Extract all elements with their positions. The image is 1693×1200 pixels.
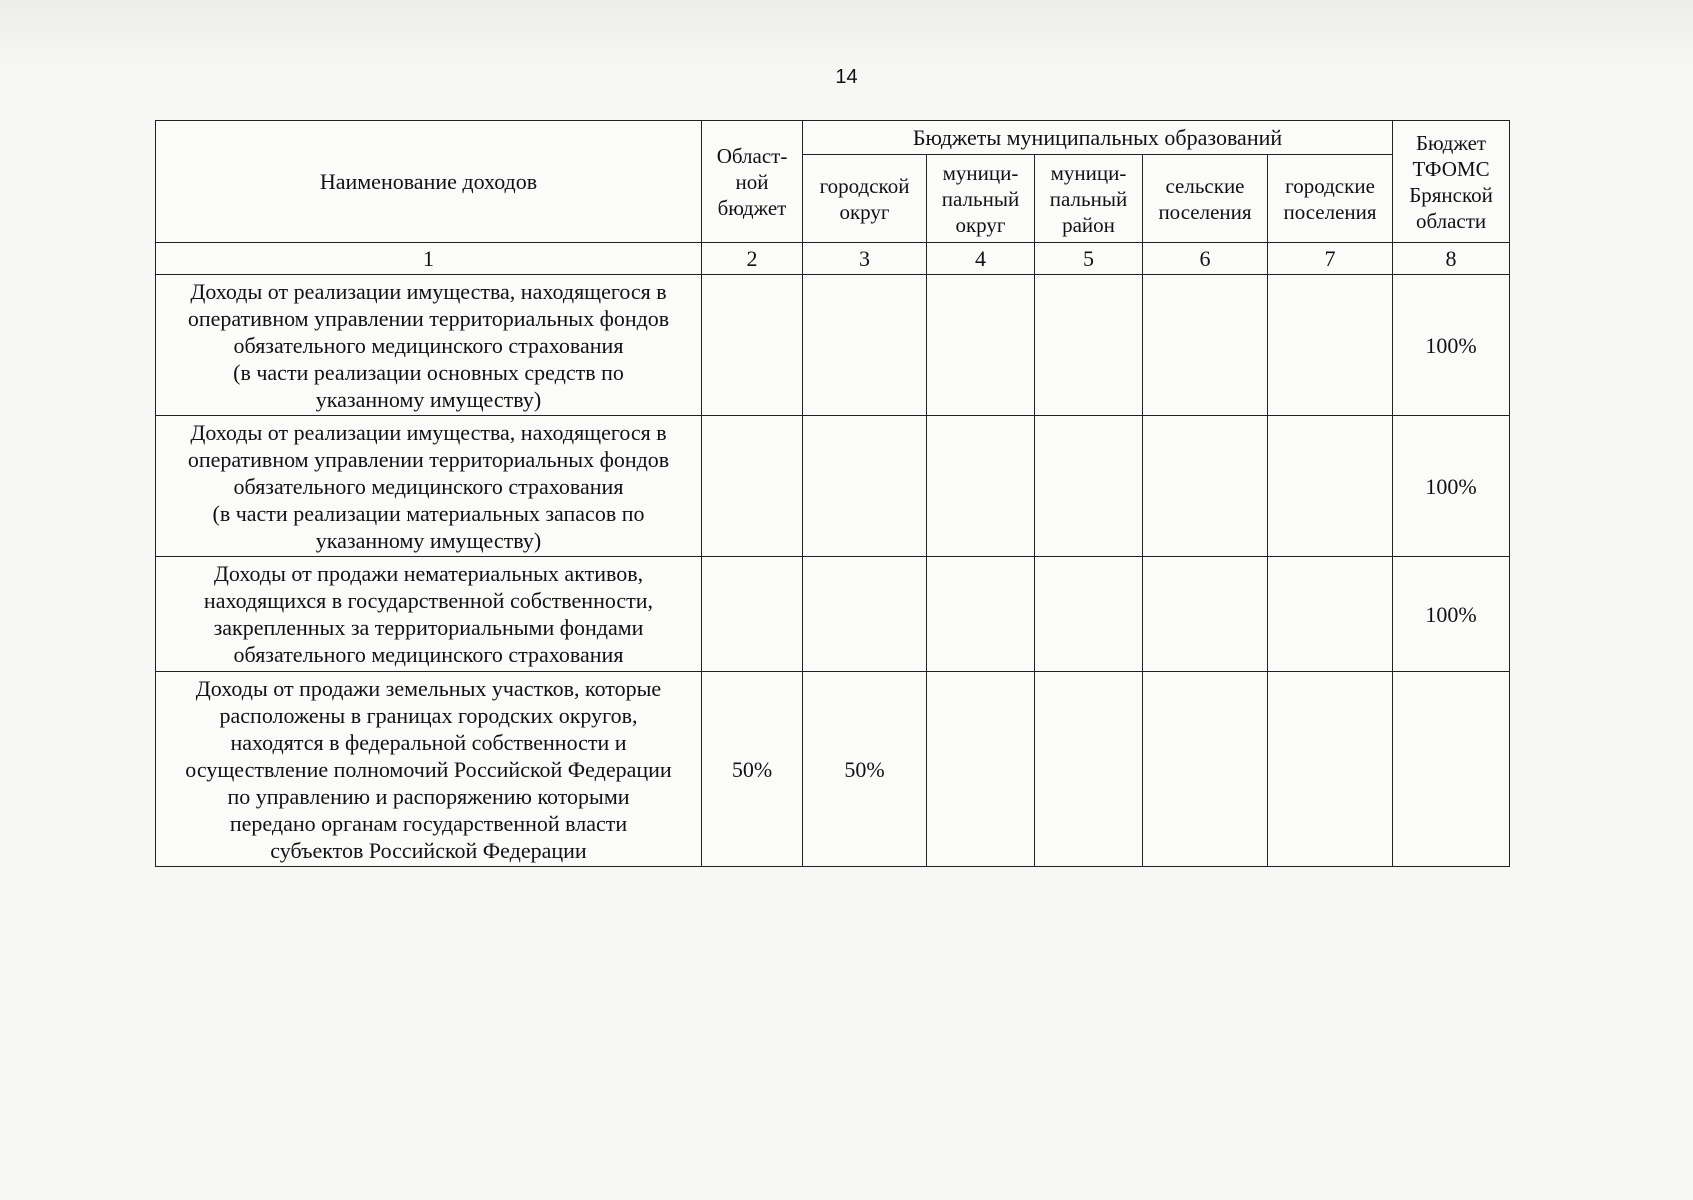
table-row <box>156 275 1510 416</box>
value-cell <box>927 672 1035 867</box>
header-regional-budget: Област- ной бюджет <box>702 121 803 243</box>
column-number: 4 <box>927 243 1035 275</box>
column-number: 8 <box>1393 243 1510 275</box>
value-cell <box>1035 672 1143 867</box>
column-number: 7 <box>1268 243 1393 275</box>
value-cell <box>1035 416 1143 557</box>
header-municipal-district: муници- пальный округ <box>927 155 1035 243</box>
page-number: 14 <box>835 66 858 88</box>
income-name-cell: Доходы от продажи земельных участков, которые расположены в границах городских округов, находятся в федеральной собственности и осуществление полномочий Российской Федерации по управлению и распоряжению которыми передано органам государственной власти субъектов Российской Федерации <box>156 672 702 867</box>
column-number: 3 <box>803 243 927 275</box>
value-cell <box>1035 557 1143 672</box>
header-income-name: Наименование доходов <box>156 121 702 243</box>
value-cell: 50% <box>702 672 803 867</box>
value-cell <box>702 416 803 557</box>
income-name-cell: Доходы от реализации имущества, находящегося в оперативном управлении территориальных фондов обязательного медицинского страхования (в части реализации основных средств по указанному имуществу) <box>156 275 702 416</box>
value-cell <box>927 416 1035 557</box>
value-cell <box>1143 275 1268 416</box>
income-name-cell: Доходы от реализации имущества, находящегося в оперативном управлении территориальных фондов обязательного медицинского страхования (в части реализации материальных запасов по указанному имуществу) <box>156 416 702 557</box>
value-cell <box>1143 672 1268 867</box>
column-number: 6 <box>1143 243 1268 275</box>
value-cell <box>803 416 927 557</box>
income-distribution-table <box>155 120 1510 867</box>
column-number: 1 <box>156 243 702 275</box>
value-cell <box>803 557 927 672</box>
table-row <box>156 416 1510 557</box>
value-cell <box>1268 275 1393 416</box>
value-cell <box>1143 557 1268 672</box>
table-row <box>156 672 1510 867</box>
value-cell <box>702 275 803 416</box>
column-number: 2 <box>702 243 803 275</box>
value-cell: 100% <box>1393 557 1510 672</box>
header-municipal-budgets: Бюджеты муниципальных образований <box>803 121 1393 155</box>
value-cell: 100% <box>1393 275 1510 416</box>
value-cell <box>927 557 1035 672</box>
value-cell <box>803 275 927 416</box>
value-cell <box>1268 557 1393 672</box>
value-cell <box>927 275 1035 416</box>
header-municipal-area: муници- пальный район <box>1035 155 1143 243</box>
scan-header-noise <box>0 0 1693 70</box>
value-cell <box>1268 672 1393 867</box>
column-number: 5 <box>1035 243 1143 275</box>
value-cell <box>1268 416 1393 557</box>
header-city-district: городской округ <box>803 155 927 243</box>
value-cell <box>1393 672 1510 867</box>
header-rural-settlements: сельские поселения <box>1143 155 1268 243</box>
header-urban-settlements: городские поселения <box>1268 155 1393 243</box>
value-cell <box>1035 275 1143 416</box>
table-row <box>156 557 1510 672</box>
header-tfoms-budget: Бюджет ТФОМС Брянской области <box>1393 121 1510 243</box>
value-cell: 100% <box>1393 416 1510 557</box>
income-name-cell: Доходы от продажи нематериальных активов, находящихся в государственной собственности, закрепленных за территориальными фондами обязательного медицинского страхования <box>156 557 702 672</box>
value-cell: 50% <box>803 672 927 867</box>
value-cell <box>1143 416 1268 557</box>
value-cell <box>702 557 803 672</box>
